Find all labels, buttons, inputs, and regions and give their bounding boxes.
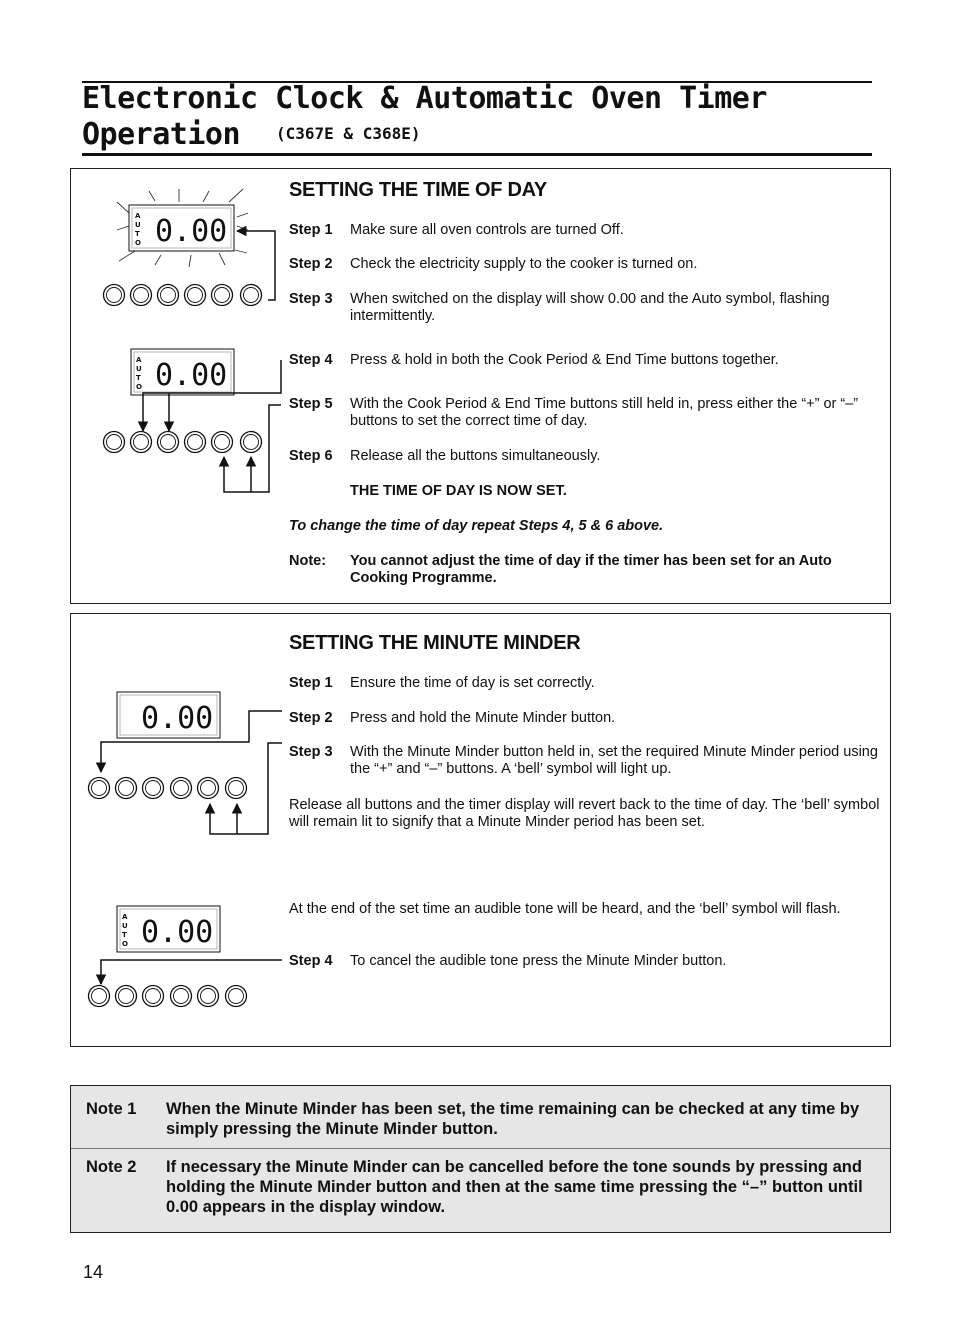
button-row-2 [104,432,262,453]
step-text: Release all the buttons simultaneously. [350,448,601,464]
page-title-line-2: Operation [82,117,241,152]
step-text: With the Minute Minder button held in, set the required Minute Minder period using the “+” and “–” buttons. A ‘bell’ symbol will light up. [350,744,878,777]
step-text: Make sure all oven controls are turned Off. [350,222,624,238]
display-time: 0.00 [141,915,214,950]
display-time: 0.00 [155,214,228,249]
auto-letter: U [122,922,128,930]
time-of-day-heading: SETTING THE TIME OF DAY [289,179,547,201]
step-text: When switched on the display will show 0.00 and the Auto symbol, flashing intermittently. [350,291,830,324]
minute-minder-panel [70,613,891,1047]
auto-letter: U [136,365,142,373]
note-label: Note 1 [86,1100,137,1118]
button-row-4 [89,986,247,1007]
time-of-day-panel [70,168,891,604]
minute-minder-diagrams [71,614,290,1014]
lcd-display-3 [117,692,220,738]
time-of-day-diagrams [71,169,290,509]
auto-letter: O [136,383,142,391]
step-label: Step 3 [289,291,333,307]
step-label: Step 6 [289,448,333,464]
page-title-line-1: Electronic Clock & Automatic Oven Timer [82,81,767,116]
step-label: Step 2 [289,710,333,726]
step-label: Step 1 [289,675,333,691]
note-label: Note: [289,553,327,569]
step4-arrow-minute-minder [101,960,282,984]
step-text: Ensure the time of day is set correctly. [350,675,595,691]
change-instruction: To change the time of day repeat Steps 4, 5 & 6 above. [289,518,664,534]
lcd-display-2 [131,349,234,395]
notes-box [70,1085,891,1233]
auto-letter: T [135,230,140,238]
auto-letter: A [136,356,142,364]
page-number: 14 [83,1262,104,1282]
release-instruction: Release all buttons and the timer display will revert back to the time of day. The ‘bell’ symbol will remain lit to signify that a Minute Minder period has been set. [289,797,880,830]
minute-minder-heading: SETTING THE MINUTE MINDER [289,632,581,654]
step-text: Press & hold in both the Cook Period & End Time buttons together. [350,352,779,368]
auto-letter: O [122,940,128,948]
auto-letter: T [122,931,127,939]
display-time: 0.00 [155,358,228,393]
note-text: If necessary the Minute Minder can be cancelled before the tone sounds by pressing and holding the Minute Minder button and then at the same time pressing the “–” button until 0.00 appears in the display window. [166,1158,863,1216]
step-text: With the Cook Period & End Time buttons still held in, press either the “+” or “–” buttons to set the correct time of day. [350,396,859,429]
step-label: Step 1 [289,222,333,238]
notes-divider [71,1148,890,1149]
step-text: To cancel the audible tone press the Minute Minder button. [350,953,727,969]
auto-letter: A [122,913,128,921]
step-text: Press and hold the Minute Minder button. [350,710,616,726]
note-text: When the Minute Minder has been set, the time remaining can be checked at any time by simply pressing the Minute Minder button. [166,1100,860,1138]
auto-letter: A [135,212,141,220]
auto-letter: O [135,239,141,247]
auto-letter: U [135,221,141,229]
note-label: Note 2 [86,1158,137,1176]
lcd-display-4 [117,906,220,952]
step-text: Check the electricity supply to the cooker is turned on. [350,256,698,272]
step-label: Step 4 [289,352,333,368]
end-tone-text: At the end of the set time an audible tone will be heard, and the ‘bell’ symbol will flash. [289,901,841,917]
step-label: Step 2 [289,256,333,272]
display-time: 0.00 [141,701,214,736]
lcd-display-1 [129,205,234,251]
step-label: Step 4 [289,953,333,969]
confirmation-text: THE TIME OF DAY IS NOW SET. [350,483,567,499]
step-label: Step 5 [289,396,333,412]
button-row-3 [89,778,247,799]
model-subtitle: (C367E & C368E) [276,124,421,143]
step-label: Step 3 [289,744,333,760]
button-row-1 [104,285,262,306]
header-bottom-rule [82,153,872,156]
auto-letter: T [136,374,141,382]
note-text: You cannot adjust the time of day if the timer has been set for an Auto Cooking Programme. [350,553,832,586]
